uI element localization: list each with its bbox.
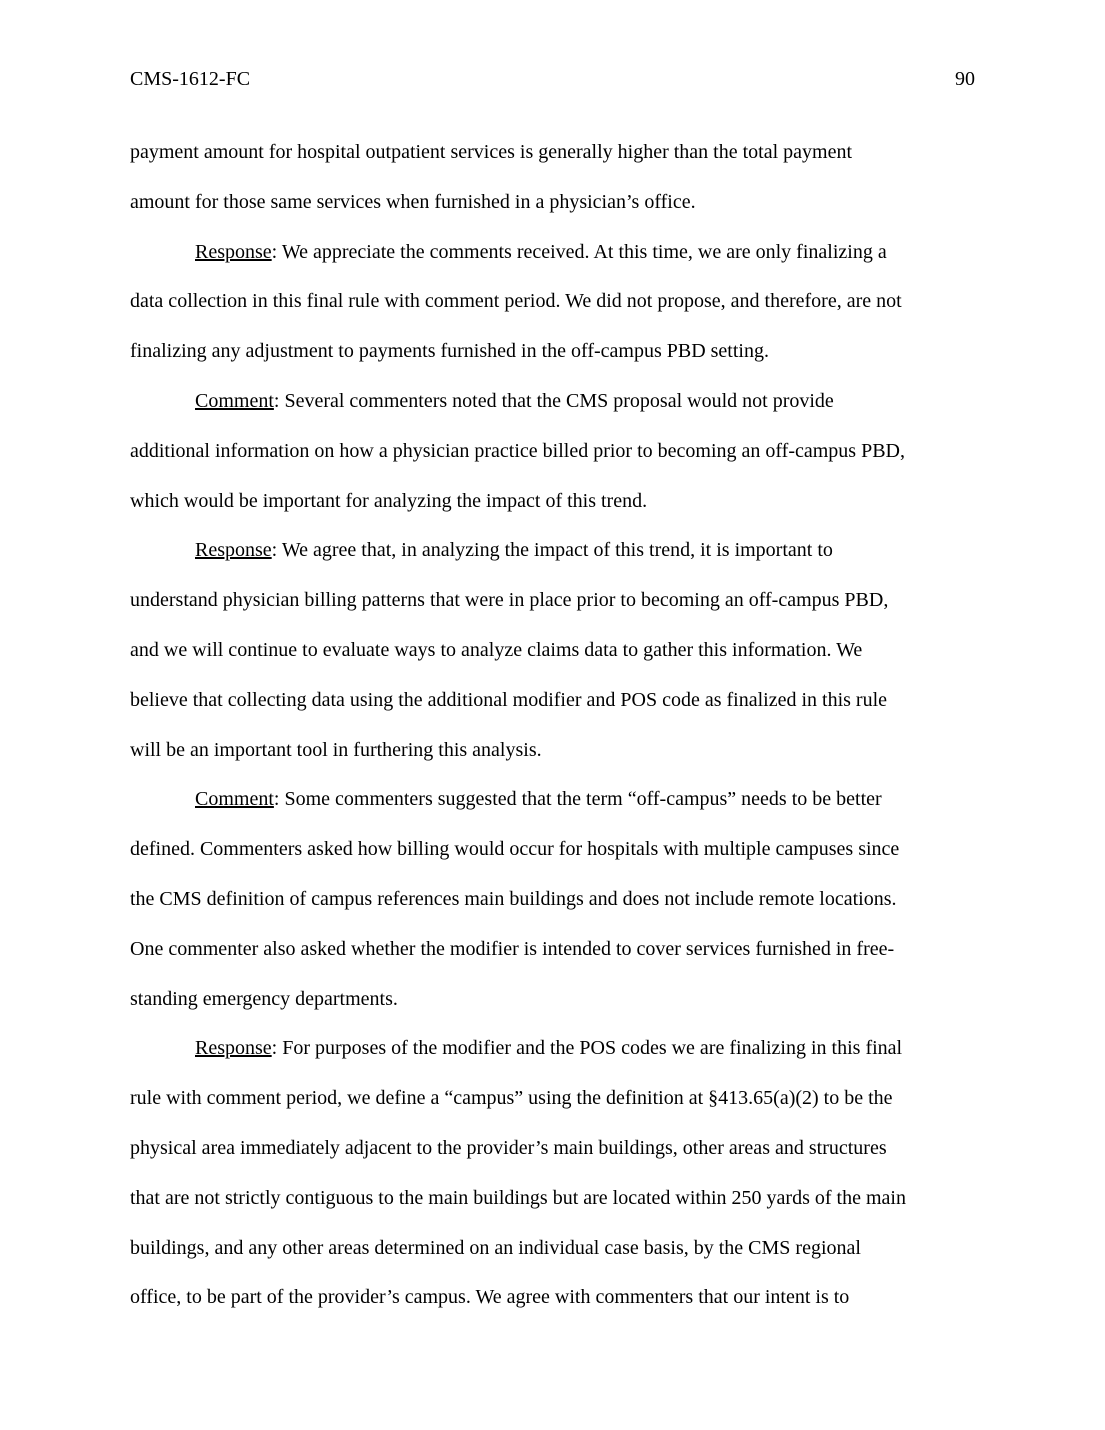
text-line (130, 178, 975, 228)
line-text: One commenter also asked whether the modifier is intended to cover services furnished in free- (130, 937, 895, 960)
text-line (130, 726, 975, 776)
line-text: buildings, and any other areas determined on an individual case basis, by the CMS regional (130, 1236, 861, 1259)
text-line (130, 925, 975, 975)
text-line (130, 477, 975, 527)
text-line (130, 327, 975, 377)
text-line (130, 427, 975, 477)
line-text: : We agree that, in analyzing the impact of this trend, it is important to (271, 539, 833, 562)
line-text: office, to be part of the provider’s campus. We agree with commenters that our intent is to (130, 1286, 850, 1309)
paragraph-label: Response (195, 240, 272, 263)
line-text: rule with comment period, we define a “campus” using the definition at §413.65(a)(2) to be the (130, 1087, 893, 1110)
line-text: finalizing any adjustment to payments furnished in the off-campus PBD setting. (130, 340, 769, 363)
line-text: defined. Commenters asked how billing would occur for hospitals with multiple campuses since (130, 838, 900, 861)
text-line (130, 975, 975, 1025)
line-text: the CMS definition of campus references main buildings and does not include remote locations. (130, 887, 897, 910)
line-text: and we will continue to evaluate ways to analyze claims data to gather this information. We (130, 638, 863, 661)
paragraph-start-line (130, 775, 975, 825)
line-text: data collection in this final rule with comment period. We did not propose, and therefore, are not (130, 290, 902, 313)
line-text: additional information on how a physician practice billed prior to becoming an off-campus PBD, (130, 439, 905, 462)
line-text: which would be important for analyzing the impact of this trend. (130, 489, 648, 512)
line-text: amount for those same services when furnished in a physician’s office. (130, 190, 696, 213)
page-number: 90 (955, 68, 975, 90)
paragraph-label: Response (195, 539, 272, 562)
text-line (130, 825, 975, 875)
line-text: understand physician billing patterns that were in place prior to becoming an off-campus PBD, (130, 589, 889, 612)
text-line (130, 576, 975, 626)
text-line (130, 128, 975, 178)
text-line (130, 1224, 975, 1274)
body-text (130, 128, 975, 1323)
paragraph-start-line (130, 228, 975, 278)
paragraph-label: Response (195, 1037, 272, 1060)
paragraph-label: Comment (195, 788, 274, 811)
line-text: payment amount for hospital outpatient services is generally higher than the total payment (130, 141, 853, 163)
paragraph-start-line (130, 526, 975, 576)
text-line (130, 1124, 975, 1174)
text-line (130, 875, 975, 925)
line-text: will be an important tool in furthering this analysis. (130, 738, 542, 761)
line-text: standing emergency departments. (130, 987, 398, 1010)
document-id: CMS-1612-FC (130, 68, 251, 90)
line-text: believe that collecting data using the additional modifier and POS code as finalized in this rule (130, 688, 888, 711)
paragraph-start-line (130, 1024, 975, 1074)
text-line (130, 1074, 975, 1124)
line-text: : Several commenters noted that the CMS proposal would not provide (273, 389, 834, 412)
text-line (130, 1174, 975, 1224)
text-line (130, 676, 975, 726)
line-text: : We appreciate the comments received. At this time, we are only finalizing a (271, 240, 887, 263)
line-text: that are not strictly contiguous to the main buildings but are located within 250 yards of the main (130, 1186, 906, 1209)
paragraph-label: Comment (195, 389, 274, 412)
line-text: : Some commenters suggested that the term “off-campus” needs to be better (273, 788, 882, 811)
text-line (130, 277, 975, 327)
line-text: physical area immediately adjacent to the provider’s main buildings, other areas and structures (130, 1136, 887, 1159)
text-line (130, 1273, 975, 1323)
text-line (130, 626, 975, 676)
paragraph-start-line (130, 377, 975, 427)
line-text: : For purposes of the modifier and the POS codes we are finalizing in this final (271, 1037, 903, 1060)
